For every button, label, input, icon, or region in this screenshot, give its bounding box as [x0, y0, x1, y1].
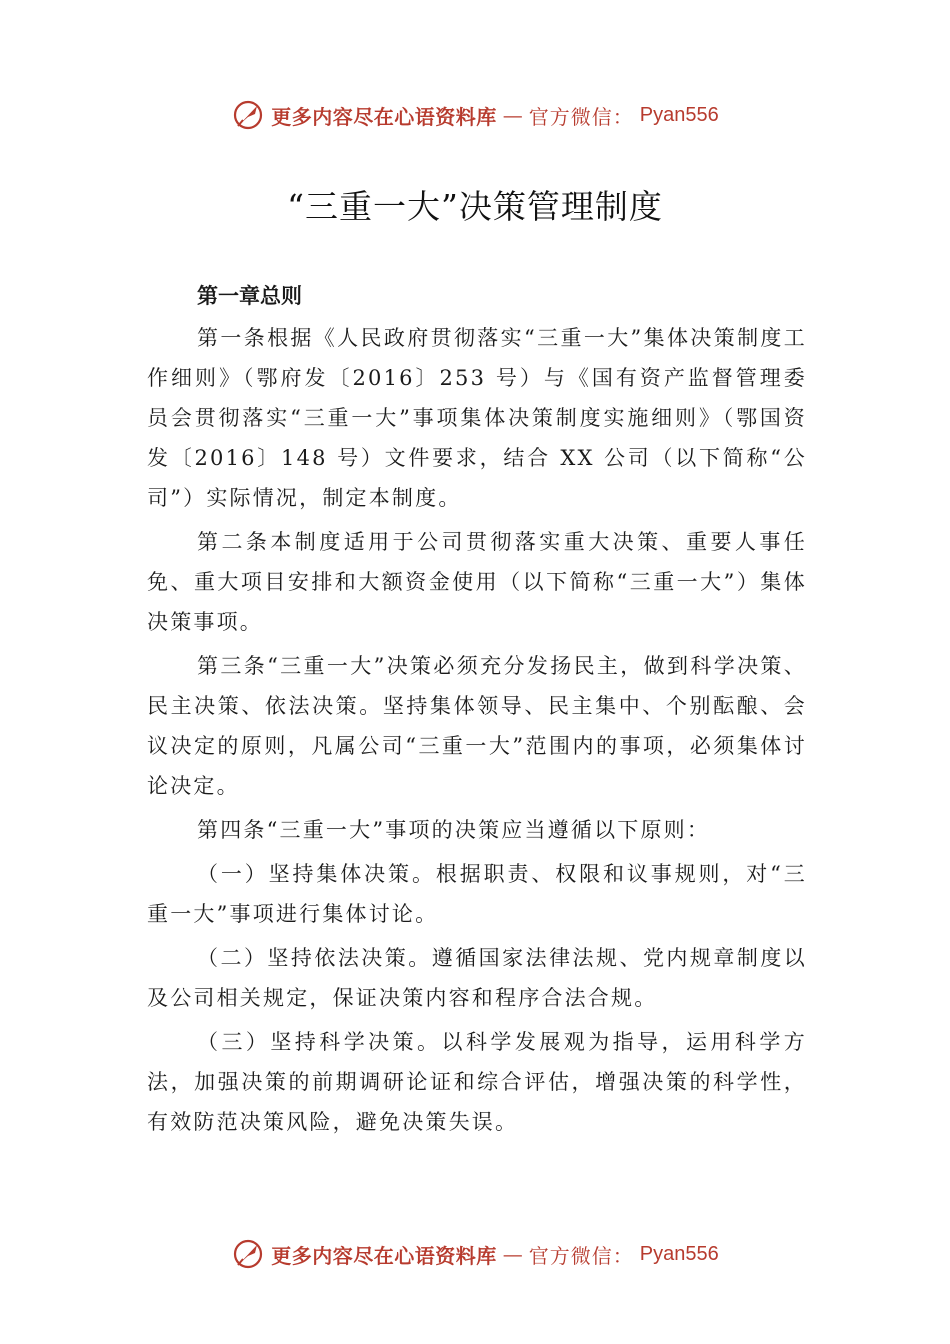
- article-1-paragraph: 第一条根据《人民政府贯彻落实“三重一大”集体决策制度工作细则》（鄂府发〔2016〕253 号）与《国有资产监督管理委员会贯彻落实“三重一大”事项集体决策制度实施细则》（鄂国资发〔2016〕148 号）文件要求，结合 XX 公司（以下简称“公司”）实际情况，制定本制度。: [147, 326, 807, 510]
- principle-2-paragraph: （二）坚持依法决策。遵循国家法律法规、党内规章制度以及公司相关规定，保证决策内容和程序合法合规。: [147, 946, 807, 1010]
- banner-wechat-id: Pyan556: [639, 103, 719, 126]
- principle-1-paragraph: （一）坚持集体决策。根据职责、权限和议事规则，对“三重一大”事项进行集体讨论。: [147, 862, 807, 926]
- article-4-paragraph: 第四条“三重一大”事项的决策应当遵循以下原则：: [197, 818, 711, 842]
- banner-dash: —: [502, 1242, 523, 1266]
- document-title: “三重一大”决策管理制度: [287, 187, 663, 226]
- banner-dash: —: [502, 103, 523, 127]
- quill-pen-logo-icon: [231, 98, 265, 132]
- banner-slogan: 更多内容尽在心语资料库: [271, 1243, 497, 1268]
- quill-pen-logo-icon: [231, 1237, 265, 1271]
- article-2-paragraph: 第二条本制度适用于公司贯彻落实重大决策、重要人事任免、重大项目安排和大额资金使用（以下简称“三重一大”）集体决策事项。: [147, 530, 807, 634]
- principle-3-paragraph: （三）坚持科学决策。以科学发展观为指导，运用科学方法，加强决策的前期调研论证和综合评估，增强决策的科学性，有效防范决策风险，避免决策失误。: [147, 1030, 807, 1134]
- footer-banner: [0, 1232, 950, 1276]
- banner-wechat-label: 官方微信：: [528, 104, 634, 129]
- chapter-heading: 第一章总则: [197, 284, 302, 308]
- article-3-paragraph: 第三条“三重一大”决策必须充分发扬民主，做到科学决策、民主决策、依法决策。坚持集体领导、民主集中、个别酝酿、会议决定的原则，凡属公司“三重一大”范围内的事项，必须集体讨论决定。: [147, 654, 807, 798]
- document-body: [147, 280, 807, 1146]
- banner-slogan: 更多内容尽在心语资料库: [271, 104, 497, 129]
- header-banner: [0, 93, 950, 137]
- banner-wechat-id: Pyan556: [639, 1242, 719, 1265]
- banner-wechat-label: 官方微信：: [528, 1243, 634, 1268]
